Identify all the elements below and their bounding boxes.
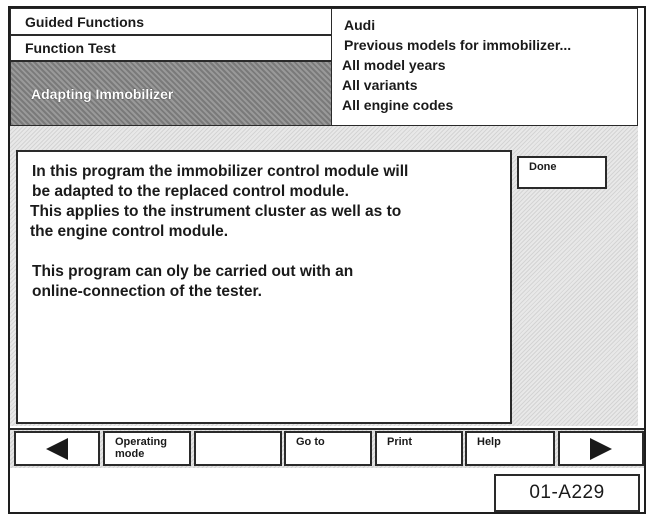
print-button-label: Print xyxy=(387,436,413,448)
empty-toolbar-button[interactable] xyxy=(194,431,282,466)
nav-guided-functions-label: Guided Functions xyxy=(25,13,144,30)
operating-mode-label-line2: mode xyxy=(115,448,145,460)
triangle-left-icon xyxy=(46,438,68,460)
operating-mode-button[interactable] xyxy=(103,431,191,466)
nav-guided-functions[interactable] xyxy=(10,8,332,35)
instruction-text-panel xyxy=(16,150,512,424)
vehicle-info-panel xyxy=(332,8,638,126)
instruction-line: be adapted to the replaced control module. xyxy=(32,183,349,200)
go-to-button[interactable] xyxy=(284,431,372,466)
triangle-right-icon xyxy=(590,438,612,460)
print-button[interactable] xyxy=(375,431,463,466)
vehicle-variants: All variants xyxy=(342,77,418,93)
previous-button[interactable] xyxy=(14,431,100,466)
figure-code: 01-A229 xyxy=(494,474,640,512)
nav-adapting-immobilizer-label: Adapting Immobilizer xyxy=(31,85,174,102)
instruction-line: In this program the immobilizer control module will xyxy=(32,163,409,180)
nav-function-test-label: Function Test xyxy=(25,40,116,56)
go-to-button-label: Go to xyxy=(296,436,325,448)
done-button[interactable] xyxy=(517,156,607,189)
instruction-line: the engine control module. xyxy=(30,223,229,240)
instruction-line: online-connection of the tester. xyxy=(32,283,262,300)
vehicle-make: Audi xyxy=(344,17,376,33)
vehicle-engine-codes: All engine codes xyxy=(342,97,454,113)
instruction-line: This program can oly be carried out with an xyxy=(32,263,354,280)
nav-function-test[interactable] xyxy=(10,35,332,61)
nav-adapting-immobilizer[interactable] xyxy=(10,61,332,126)
vehicle-model-years: All model years xyxy=(342,57,446,73)
next-button[interactable] xyxy=(558,431,644,466)
vehicle-model: Previous models for immobilizer... xyxy=(344,37,572,53)
help-button-label: Help xyxy=(477,436,501,448)
help-button[interactable] xyxy=(465,431,555,466)
instruction-line: This applies to the instrument cluster as well as to xyxy=(30,203,402,220)
done-button-label: Done xyxy=(529,161,557,173)
operating-mode-label-line1: Operating xyxy=(115,436,167,448)
